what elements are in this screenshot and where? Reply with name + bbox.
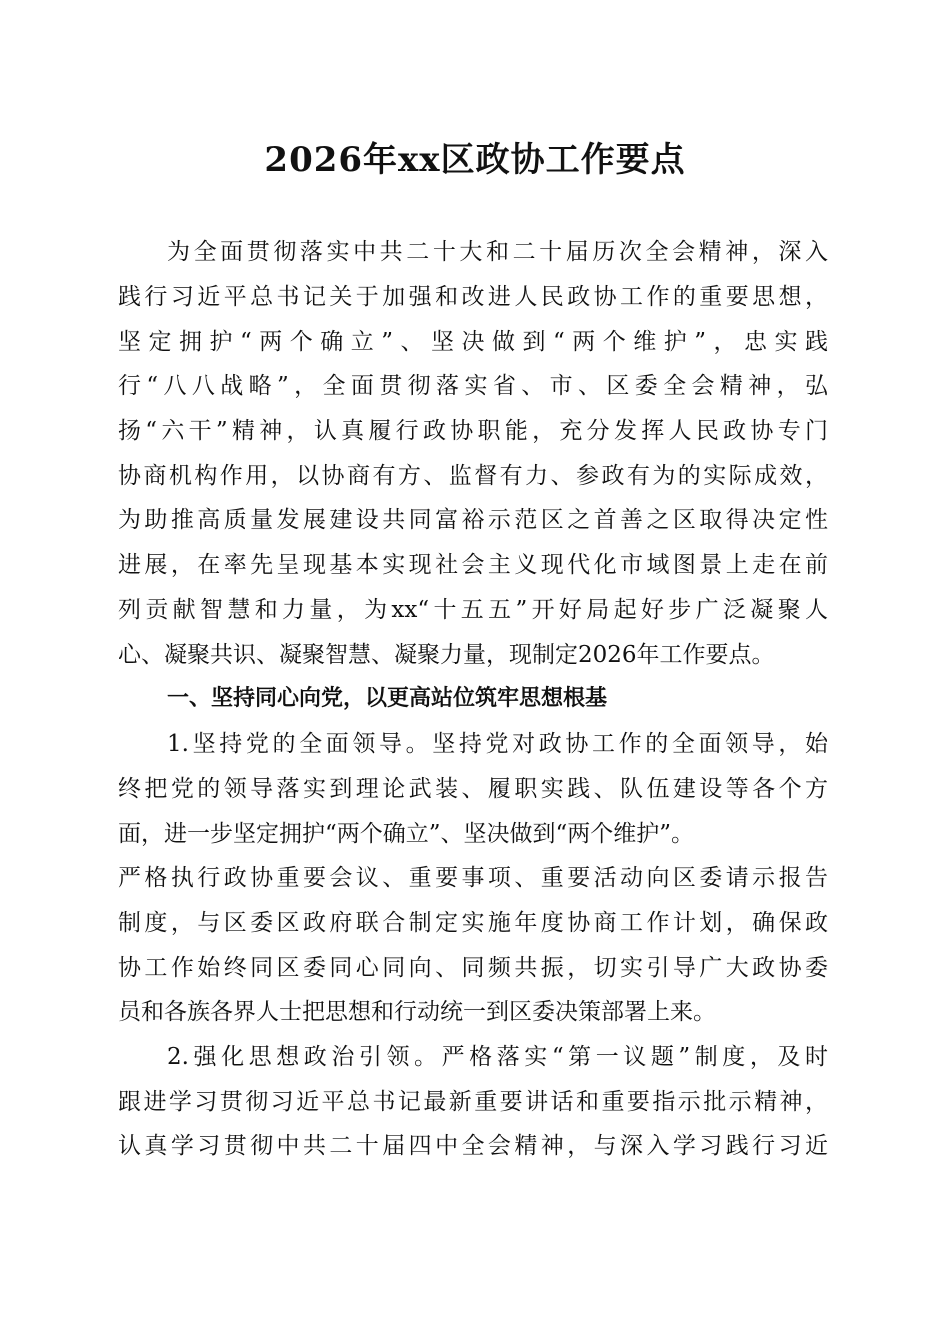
intro-line: 行“八八战略”，全面贯彻落实省、市、区委全会精神，弘 — [118, 373, 828, 399]
item2-line: 跟进学习贯彻习近平总书记最新重要讲话和重要指示批示精神， — [118, 1089, 828, 1115]
item1-line: 面，进一步坚定拥护“两个确立”、坚决做到“两个维护”。 — [118, 821, 695, 847]
item1-line: 协工作始终同区委同心同向、同频共振，切实引导广大政协委 — [118, 955, 828, 981]
section-heading: 一、坚持同心向党，以更高站位筑牢思想根基 — [167, 686, 608, 711]
document-title: 2026年xx区政协工作要点 — [264, 140, 686, 180]
intro-line: 心、凝聚共识、凝聚智慧、凝聚力量，现制定2026年工作要点。 — [118, 642, 775, 668]
intro-line: 协商机构作用，以协商有方、监督有力、参政有为的实际成效， — [118, 463, 828, 489]
intro-line: 为助推高质量发展建设共同富裕示范区之首善之区取得决定性 — [118, 507, 828, 533]
intro-line: 为全面贯彻落实中共二十大和二十届历次全会精神，深入 — [167, 239, 828, 265]
item1-line: 终把党的领导落实到理论武装、履职实践、队伍建设等各个方 — [118, 776, 828, 802]
intro-line: 坚定拥护“两个确立”、坚决做到“两个维护”，忠实践 — [118, 329, 828, 355]
item1-line: 员和各族各界人士把思想和行动统一到区委决策部署上来。 — [118, 999, 716, 1025]
intro-line: 列贡献智慧和力量，为xx“十五五”开好局起好步广泛凝聚人 — [118, 597, 828, 623]
intro-line: 践行习近平总书记关于加强和改进人民政协工作的重要思想， — [118, 284, 828, 310]
item1-line: 1.坚持党的全面领导。坚持党对政协工作的全面领导，始 — [167, 731, 828, 757]
intro-line: 扬“六干”精神，认真履行政协职能，充分发挥人民政协专门 — [118, 418, 828, 444]
item2-line: 认真学习贯彻中共二十届四中全会精神，与深入学习践行习近 — [118, 1133, 828, 1159]
item1-line: 严格执行政协重要会议、重要事项、重要活动向区委请示报告 — [118, 865, 828, 891]
item1-line: 制度，与区委区政府联合制定实施年度协商工作计划，确保政 — [118, 910, 828, 936]
intro-line: 进展，在率先呈现基本实现社会主义现代化市域图景上走在前 — [118, 552, 828, 578]
item2-line: 2.强化思想政治引领。严格落实“第一议题”制度，及时 — [167, 1044, 828, 1070]
